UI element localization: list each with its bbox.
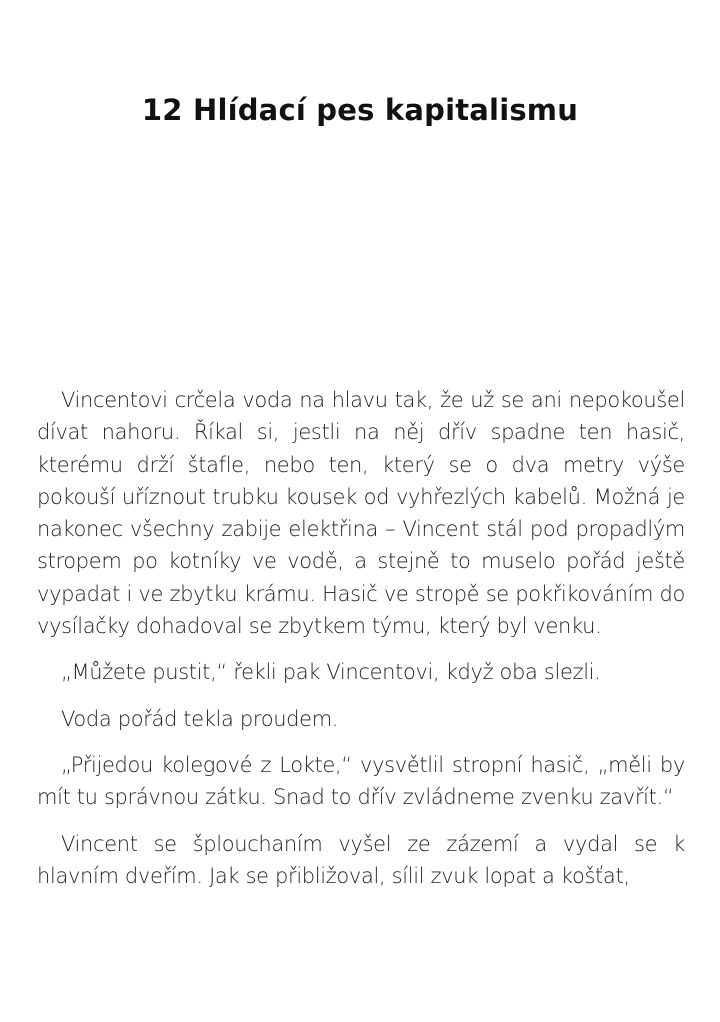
paragraph-3: Voda pořád tekla proudem. [61,706,339,731]
paragraph-1: Vincentovi crčela voda na hlavu tak, že už se ani nepokoušel dívat nahoru. Říkal si, jestli na něj dřív spadne ten hasič, kterému drží štafle, nebo ten, který se o dva metry výše pokouší uříznout trubku kousek od vyhřezlých kabelů. Možná je nakonec všechny zabije elektřina – Vincent stál pod propadlým stropem po kotníky ve vodě, a stejně to muselo pořád ještě vypadat i ve zbytku krámu. Hasič ve stropě se pokřikováním do vysílačky dohadoval se zbytkem týmu, který byl venku. [37,388,685,639]
paragraph-4: „Přijedou kolegové z Lokte,“ vysvětlil stropní hasič, „měli by mít tu správnou zátku. Snad to dřív zvládneme zvenku zavřít.“ [37,752,685,810]
chapter-title: 12 Hlídací pes kapitalismu [141,93,579,127]
paragraph-2: „Můžete pustit,“ řekli pak Vincentovi, když oba slezli. [61,660,601,685]
chapter-body [37,384,685,906]
paragraph-5: Vincent se šplouchaním vyšel ze zázemí a vydal se k hlavním dveřím. Jak se přibližoval, sílil zvuk lopat a košťat, [37,831,685,888]
